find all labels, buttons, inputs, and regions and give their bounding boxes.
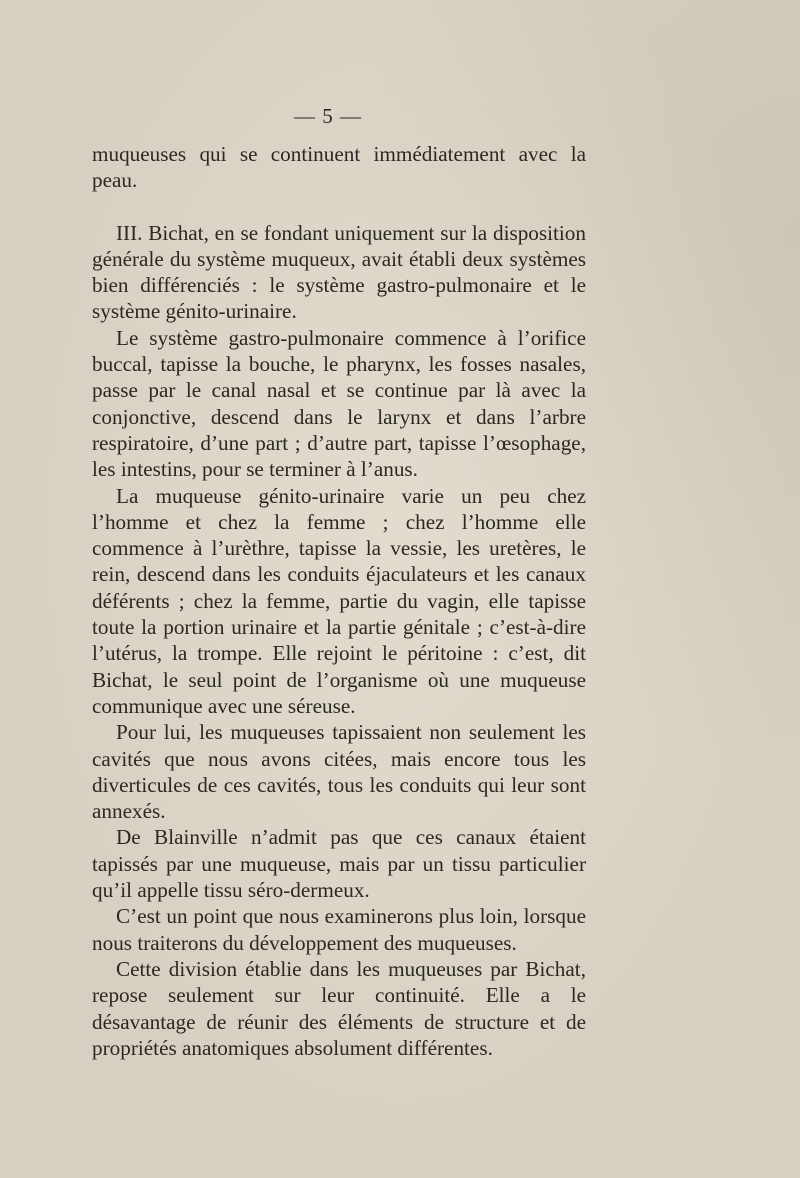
paragraph-point: C’est un point que nous examinerons plus loin, lorsque nous traiterons du développement des muqueuses. <box>92 904 586 955</box>
paragraph-continuation: muqueuses qui se continuent immédiatement avec la peau. <box>92 142 586 193</box>
paragraph-genito-urinaire: La muqueuse génito-urinaire varie un peu chez l’homme et chez la femme ; chez l’homme elle commence à l’urèthre, tapisse la vessie, les uretères, le rein, descend dans les conduits éjaculateurs et les canaux déférents ; chez la femme, partie du vagin, elle tapisse toute la portion urinaire et la partie génitale ; c’est-à-dire l’utérus, la trompe. Elle rejoint le péritoine : c’est, dit Bichat, le seul point de l’organisme où une muqueuse communique avec une séreuse. <box>92 483 586 718</box>
paragraph-pour-lui: Pour lui, les muqueuses tapissaient non seulement les cavités que nous avons citées, mais encore tous les diverticules de ces cavités, tous les conduits qui leur sont annexés. <box>92 720 586 824</box>
paragraph-de-blainville: De Blainville n’admit pas que ces canaux étaient tapissés par une muqueuse, mais par un tissu particulier qu’il appelle tissu séro-dermeux. <box>92 825 586 903</box>
page-number: — 5 — <box>294 104 362 128</box>
paragraph-text: Bichat, en se fondant uniquement sur la disposition générale du système muqueux, avait établi deux systèmes bien différenciés : le système gastro-pulmonaire et le système génito-urinaire. <box>92 220 586 324</box>
paragraph-division: Cette division établie dans les muqueuses par Bichat, repose seulement sur leur continuité. Elle a le désavantage de réunir des éléments de structure et de propriétés anatomiques absolument différentes. <box>92 956 586 1060</box>
paragraph-gastro-pulmonaire: Le système gastro-pulmonaire commence à l’orifice buccal, tapisse la bouche, le pharynx, les fosses nasales, passe par le canal nasal et se continue par là avec la conjonctive, descend dans le larynx et dans l’arbre respiratoire, d’une part ; d’autre part, tapisse l’œsophage, les intestins, pour se terminer à l’anus. <box>92 325 586 482</box>
paragraph-section-iii <box>92 220 586 325</box>
section-number: III. <box>116 220 143 245</box>
body-text <box>92 141 586 1061</box>
